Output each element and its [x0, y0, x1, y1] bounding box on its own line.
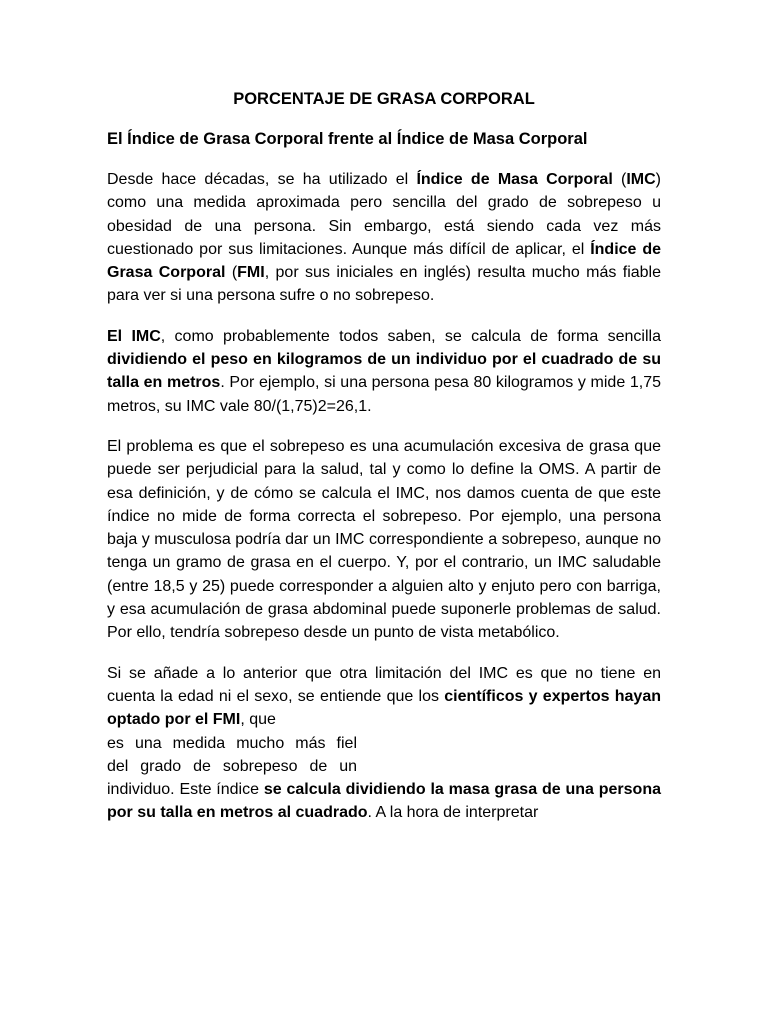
p4-line-2: es una medida mucho más fiel — [107, 734, 357, 752]
p2-text-2: . Por ejemplo, si una persona pesa 80 kilogramos y mide 1,75 metros, su IMC vale 80/(1,75)2=26,1. — [107, 374, 661, 415]
p2-bold-2: dividiendo el peso en kilogramos de un individuo por el cuadrado de su talla en metros — [107, 351, 661, 392]
p1-text-2: ( — [612, 171, 627, 188]
p1-bold-3: Índice de Grasa Corporal — [107, 240, 662, 282]
p1-text-3: ) como una medida aproximada pero sencilla del grado de sobrepeso u obesidad de una persona. Sin embargo, está siendo cada vez más cuestionado por sus limitaciones. Aunque más difícil de aplicar, el — [107, 171, 661, 258]
paragraph-2 — [107, 325, 661, 418]
paragraph-1 — [107, 168, 661, 308]
p4-text-1: Si se añade a lo anterior que otra limitación del IMC es que no tiene en cuenta la edad ni el sexo, se entiende que los — [107, 664, 661, 705]
p1-bold-2: IMC — [626, 171, 656, 188]
p4-bold-1: científicos y expertos hayan optado por el FMI — [107, 687, 661, 729]
p4-text-4: . A la hora de interpretar — [367, 804, 539, 822]
p1-bold-4: FMI — [237, 264, 265, 282]
p4-line-3: del grado de sobrepeso de un — [107, 757, 357, 775]
paragraph-3: El problema es que el sobrepeso es una acumulación excesiva de grasa que puede ser perjudicial para la salud, tal y como lo define la OMS. A partir de esa definición, y de cómo se calcula el IMC, nos damos cuenta de que este índice no mide de forma correcta el sobrepeso. Por ejemplo, una persona baja y musculosa podría dar un IMC correspondiente a sobrepeso, aunque no tenga un gramo de grasa en el cuerpo. Y, por el contrario, un IMC saludable (entre 18,5 y 25) puede corresponder a alguien alto y enjuto pero con barriga, y esa acumulación de grasa abdominal puede suponerle problemas de salud. Por ello, tendría sobrepeso desde un punto de vista metabólico. — [107, 437, 661, 642]
p2-bold-1: El IMC — [107, 327, 161, 345]
p1-text-4: ( — [225, 264, 238, 282]
document-title: PORCENTAJE DE GRASA CORPORAL — [233, 90, 535, 108]
document-subtitle: El Índice de Grasa Corporal frente al Índice de Masa Corporal — [107, 130, 588, 148]
p1-text-5: , por sus iniciales en inglés) resulta mucho más fiable para ver si una persona sufre o no sobrepeso. — [107, 264, 662, 305]
p4-text-2: , que — [240, 711, 276, 729]
p1-bold-1: Índice de Masa Corporal — [416, 171, 613, 188]
p4-continuation — [107, 778, 661, 825]
p2-text-1: , como probablemente todos saben, se calcula de forma sencilla — [160, 327, 661, 345]
p4-text-3: individuo. Este índice — [107, 781, 264, 799]
paragraph-4 — [107, 662, 661, 825]
p1-text-1: Desde hace décadas, se ha utilizado el — [107, 171, 417, 188]
p4-bold-2: se calcula dividiendo la masa grasa de una persona por su talla en metros al cuadrado — [107, 781, 662, 822]
